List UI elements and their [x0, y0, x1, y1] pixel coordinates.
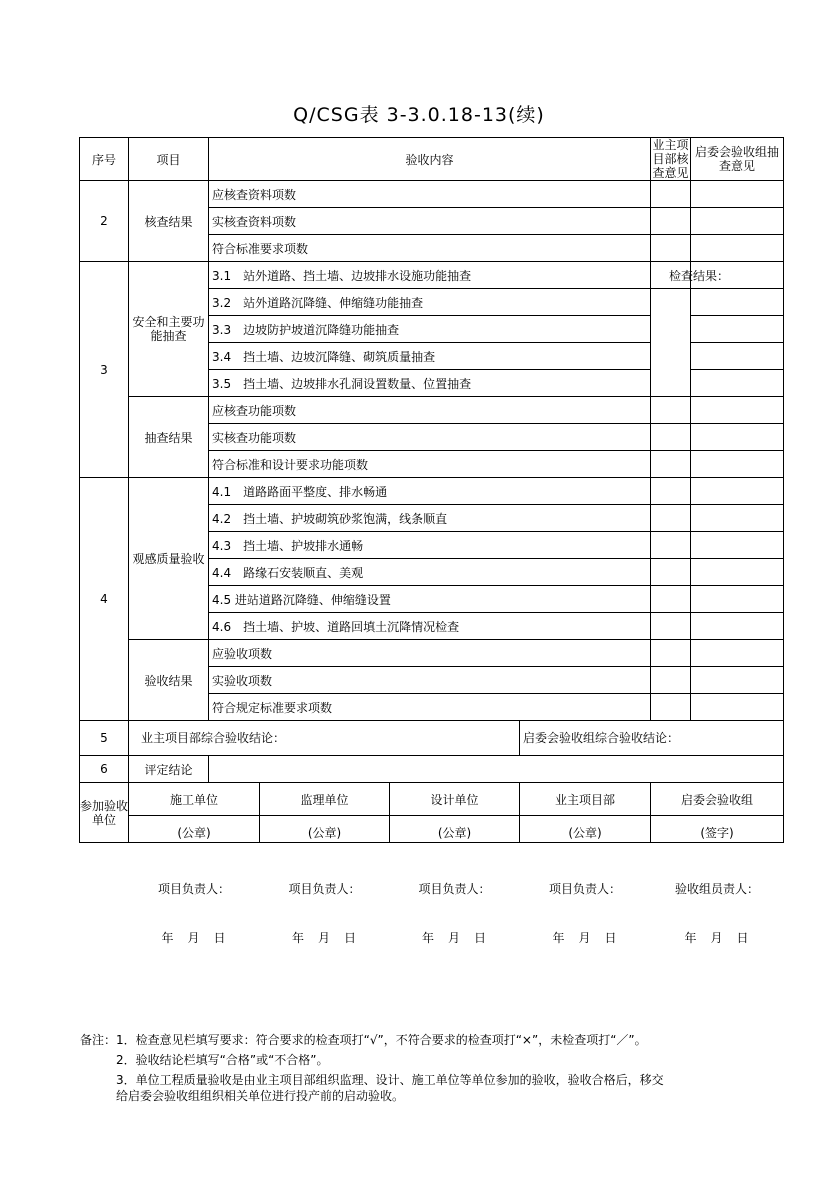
seq-2: 2 [80, 181, 129, 262]
evaluation-conclusion-label: 评定结论 [129, 756, 209, 783]
owner-opinion-cell[interactable] [651, 532, 691, 559]
participants-label: 参加验收单位 [80, 783, 129, 843]
row-label: 4.5 进站道路沉降缝、伸缩缝设置 [209, 586, 651, 613]
row-label: 符合标准要求项数 [209, 235, 651, 262]
person-label: 项目负责人： [288, 882, 361, 896]
sign-cell-design[interactable] [390, 816, 520, 945]
row-label: 实验收项数 [209, 667, 651, 694]
table-row [80, 262, 784, 289]
committee-opinion-cell[interactable] [691, 640, 784, 667]
note-3-continued: 给启委会验收组组织相关单位进行投产前的启动验收。 [116, 1089, 405, 1103]
stamp-label: (公章) [568, 826, 602, 840]
sign-cell-construction[interactable] [129, 816, 260, 945]
seq-3: 3 [80, 262, 129, 478]
committee-opinion-cell[interactable] [691, 667, 784, 694]
owner-opinion-cell[interactable] [651, 667, 691, 694]
committee-opinion-cell[interactable] [691, 316, 784, 343]
committee-opinion-cell[interactable] [691, 289, 784, 316]
owner-opinion-cell[interactable] [651, 559, 691, 586]
owner-opinion-cell[interactable] [651, 505, 691, 532]
sign-cell-owner[interactable] [520, 816, 651, 945]
table-row [80, 640, 784, 667]
stamp-label: (公章) [437, 826, 472, 840]
owner-opinion-cell[interactable] [651, 586, 691, 613]
committee-opinion-cell[interactable] [691, 343, 784, 370]
row-label: 符合标准和设计要求功能项数 [209, 451, 651, 478]
row-label: 应验收项数 [209, 640, 651, 667]
row-label: 3.2 站外道路沉降缝、伸缩缝功能抽查 [209, 289, 651, 316]
stamp-label: (公章) [307, 826, 342, 840]
item-acceptance-result: 验收结果 [129, 640, 209, 721]
evaluation-conclusion-field[interactable] [209, 756, 784, 783]
row-label: 实核查功能项数 [209, 424, 651, 451]
person-label: 项目负责人： [418, 882, 491, 896]
committee-opinion-cell[interactable] [691, 694, 784, 721]
owner-opinion-cell[interactable] [651, 451, 691, 478]
header-item: 项目 [129, 138, 209, 181]
row-label: 4.4 路缘石安装顺直、美观 [209, 559, 651, 586]
row-label: 4.2 挡土墙、护坡砌筑砂浆饱满，线条顺直 [209, 505, 651, 532]
row-label: 3.5 挡土墙、边坡排水孔洞设置数量、位置抽查 [209, 370, 651, 397]
table-row [80, 721, 784, 756]
owner-conclusion-label: 业主项目部综合验收结论： [141, 731, 286, 745]
row-label: 3.3 边坡防护坡道沉降缝功能抽查 [209, 316, 651, 343]
date-label: 年 月 日 [161, 931, 227, 945]
date-label: 年 月 日 [684, 931, 750, 945]
row-label: 3.1 站外道路、挡土墙、边坡排水设施功能抽查 [209, 262, 651, 289]
committee-opinion-cell[interactable] [691, 181, 784, 208]
committee-opinion-cell[interactable] [691, 424, 784, 451]
owner-opinion-cell[interactable] [651, 424, 691, 451]
committee-opinion-cell[interactable] [691, 208, 784, 235]
committee-opinion-cell[interactable] [691, 586, 784, 613]
owner-opinion-cell[interactable] [651, 613, 691, 640]
participants-header-row [80, 783, 784, 816]
sign-cell-committee[interactable] [651, 816, 784, 945]
owner-check-result-cell[interactable] [651, 289, 691, 397]
owner-opinion-cell[interactable] [651, 235, 691, 262]
stamp-label: (公章) [177, 826, 211, 840]
stamp-label: (签字) [700, 826, 734, 840]
note-1: 备注：1．检查意见栏填写要求：符合要求的检查项打“√”，不符合要求的检查项打“×”，未检查项打“／”。 [80, 1033, 647, 1047]
table-row [80, 756, 784, 783]
table-row [80, 397, 784, 424]
participants-sign-row [80, 816, 784, 843]
row-label: 符合规定标准要求项数 [209, 694, 651, 721]
row-label: 应核查资料项数 [209, 181, 651, 208]
unit-name: 启委会验收组 [651, 783, 784, 816]
header-owner-opinion: 业主项目部核查意见 [652, 138, 689, 180]
unit-name: 业主项目部 [520, 783, 651, 816]
item-safety-function-check: 安全和主要功能抽查 [129, 262, 209, 397]
note-2: 2．验收结论栏填写“合格”或“不合格”。 [116, 1053, 329, 1067]
committee-opinion-cell[interactable] [691, 397, 784, 424]
owner-opinion-cell[interactable] [651, 181, 691, 208]
committee-opinion-cell[interactable] [691, 559, 784, 586]
seq-5: 5 [80, 721, 129, 756]
row-label: 4.3 挡土墙、护坡排水通畅 [209, 532, 651, 559]
person-label: 项目负责人： [549, 882, 622, 896]
header-seq: 序号 [80, 138, 129, 181]
committee-conclusion-field[interactable] [520, 721, 784, 756]
committee-conclusion-label: 启委会验收组综合验收结论： [523, 731, 680, 745]
unit-name: 监理单位 [260, 783, 390, 816]
owner-opinion-cell[interactable] [651, 208, 691, 235]
row-label: 4.1 道路路面平整度、排水畅通 [209, 478, 651, 505]
table-row [80, 181, 784, 208]
date-label: 年 月 日 [291, 931, 357, 945]
owner-opinion-cell[interactable] [651, 478, 691, 505]
header-committee-opinion: 启委会验收组抽查意见 [691, 138, 784, 181]
row-label: 3.4 挡土墙、边坡沉降缝、砌筑质量抽查 [209, 343, 651, 370]
person-label: 验收组员责人： [675, 882, 760, 896]
acceptance-form-table [79, 137, 784, 945]
owner-opinion-cell[interactable] [651, 640, 691, 667]
seq-4: 4 [80, 478, 129, 721]
date-label: 年 月 日 [552, 931, 618, 945]
seq-6: 6 [80, 756, 129, 783]
owner-opinion-cell[interactable] [651, 694, 691, 721]
committee-opinion-cell[interactable] [691, 532, 784, 559]
row-label: 应核查功能项数 [209, 397, 651, 424]
committee-opinion-cell[interactable] [691, 370, 784, 397]
owner-opinion-cell[interactable] [651, 397, 691, 424]
unit-name: 设计单位 [390, 783, 520, 816]
header-row [80, 138, 784, 181]
committee-opinion-cell[interactable] [691, 613, 784, 640]
person-label: 项目负责人： [157, 882, 230, 896]
row-label: 实核查资料项数 [209, 208, 651, 235]
owner-conclusion-field[interactable] [129, 721, 520, 756]
committee-opinion-cell[interactable] [691, 451, 784, 478]
note-3: 3．单位工程质量验收是由业主项目部组织监理、设计、施工单位等单位参加的验收，验收合格后，移交 [116, 1073, 664, 1087]
item-check-result: 核查结果 [129, 181, 209, 262]
table-row [80, 478, 784, 505]
notes [80, 1030, 664, 1106]
item-appearance-quality: 观感质量验收 [129, 478, 209, 640]
item-spot-check-result: 抽查结果 [129, 397, 209, 478]
committee-opinion-cell[interactable] [691, 505, 784, 532]
header-content: 验收内容 [209, 138, 651, 181]
check-result-label: 检查结果： [651, 262, 691, 289]
unit-name: 施工单位 [129, 783, 260, 816]
form-title: Q/CSG表 3-3.0.18-13(续) [293, 104, 545, 126]
committee-opinion-cell[interactable] [691, 478, 784, 505]
row-label: 4.6 挡土墙、护坡、道路回填土沉降情况检查 [209, 613, 651, 640]
date-label: 年 月 日 [421, 931, 487, 945]
committee-opinion-cell[interactable] [691, 235, 784, 262]
sign-cell-supervision[interactable] [260, 816, 390, 945]
